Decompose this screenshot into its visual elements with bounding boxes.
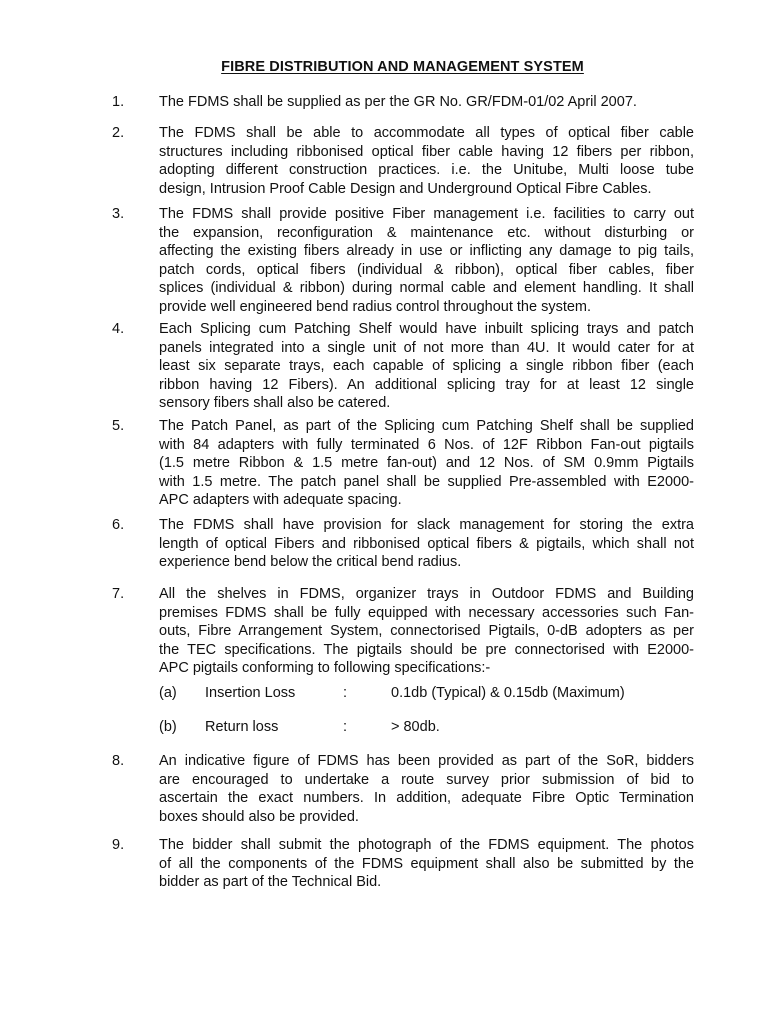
spec-value: 0.1db (Typical) & 0.15db (Maximum) [391, 685, 625, 701]
item-line: bidder as part of the Technical Bid. [159, 874, 382, 891]
item-line: The Patch Panel, as part of the Splicing cum Patching Shelf shall be supplied [159, 418, 694, 434]
spec-label: (b) [159, 719, 177, 735]
item-line: boxes should also be provided. [159, 808, 359, 825]
item-text [159, 516, 694, 572]
item-number: 2. [112, 125, 125, 141]
item-line: outs, Fibre Arrangement System, connectorised Pigtails, 0-dB adopters as per [159, 623, 694, 640]
item-line: with 84 adapters with fully terminated 6 Nos. of 12F Ribbon Fan-out pigtails [159, 436, 694, 453]
spec-value: > 80db. [391, 719, 440, 735]
item-line: provide well engineered bend radius control throughout the system. [159, 298, 592, 315]
item-line: The FDMS shall be supplied as per the GR No. GR/FDM-01/02 April 2007. [159, 94, 637, 110]
item-line: ascertain the exact numbers. In addition, adequate Fibre Optic Termination [159, 790, 694, 807]
spec-colon: : [343, 719, 348, 735]
item-line: the TEC specifications. The pigtails should be pre connectorised with E2000- [159, 641, 694, 658]
item-text [159, 417, 694, 510]
item-line: premises FDMS shall be fully equipped with necessary accessories such Fan- [159, 604, 694, 621]
item-line: panels integrated into a single unit of not more than 4U. It would cater for at [159, 339, 694, 356]
item-number: 5. [112, 418, 125, 434]
item-line: splices (individual & ribbon) during normal cable and element handling. It shall [159, 280, 694, 297]
item-line: affecting the existing fibers already in use or inflicting any damage to pig tails, [159, 243, 694, 260]
item-text [159, 205, 694, 317]
item-line: patch cords, optical fibers (individual & ribbon), optical fiber cables, fiber [159, 261, 694, 278]
item-line: of all the components of the FDMS equipment shall also be submitted by the [159, 855, 694, 872]
item-number: 9. [112, 837, 125, 853]
item-line: with 1.5 metre. The patch panel shall be supplied Pre-assembled with E2000- [159, 473, 694, 490]
item-line: sensory fibers shall also be catered. [159, 395, 391, 412]
item-line: least six separate trays, each capable of splicing a single ribbon fiber (each [159, 358, 694, 375]
item-line: adopting different construction practices. i.e. the Unitube, Multi loose tube [159, 162, 694, 179]
item-line: Each Splicing cum Patching Shelf would have inbuilt splicing trays and patch [159, 321, 694, 337]
item-text [159, 836, 694, 892]
item-text [159, 124, 694, 198]
spec-name: Insertion Loss [205, 685, 296, 701]
item-line: The FDMS shall have provision for slack management for storing the extra [159, 517, 694, 533]
item-line: length of optical Fibers and ribbonised optical fibers & pigtails, which shall not [159, 535, 694, 552]
item-number: 6. [112, 517, 125, 533]
item-number: 7. [112, 586, 125, 602]
item-text [159, 585, 694, 678]
item-text [159, 320, 694, 413]
item-line: (1.5 metre Ribbon & 1.5 metre fan-out) and 12 Nos. of SM 0.9mm Pigtails [159, 455, 694, 472]
item-line: All the shelves in FDMS, organizer trays in Outdoor FDMS and Building [159, 586, 694, 602]
item-line: are encouraged to undertake a route survey prior submission of bid to [159, 771, 694, 788]
item-line: design, Intrusion Proof Cable Design and Underground Optical Fibre Cables. [159, 180, 652, 197]
item-line: APC pigtails conforming to following specifications:- [159, 660, 491, 677]
spec-label: (a) [159, 685, 177, 701]
item-line: An indicative figure of FDMS has been provided as part of the SoR, bidders [159, 753, 694, 769]
item-number: 3. [112, 206, 125, 222]
item-number: 4. [112, 321, 125, 337]
item-line: APC adapters with adequate spacing. [159, 492, 402, 509]
item-line: The bidder shall submit the photograph of the FDMS equipment. The photos [159, 837, 694, 853]
item-line: The FDMS shall be able to accommodate all types of optical fiber cable [159, 125, 694, 141]
item-text [159, 93, 694, 112]
item-text [159, 752, 694, 826]
spec-colon: : [343, 685, 348, 701]
item-number: 1. [112, 94, 125, 110]
item-line: The FDMS shall provide positive Fiber management i.e. facilities to carry out [159, 206, 694, 222]
item-line: the expansion, reconfiguration & maintenance etc. without disturbing or [159, 224, 694, 241]
spec-name: Return loss [205, 719, 279, 735]
item-line: structures including ribbonised optical fiber cable having 12 fibers per ribbon, [159, 143, 694, 160]
item-number: 8. [112, 753, 125, 769]
item-line: ribbon having 12 Fibers). An additional splicing tray for at least 12 single [159, 376, 694, 393]
item-line: experience bend below the critical bend radius. [159, 554, 462, 571]
document-title: FIBRE DISTRIBUTION AND MANAGEMENT SYSTEM [221, 59, 584, 75]
